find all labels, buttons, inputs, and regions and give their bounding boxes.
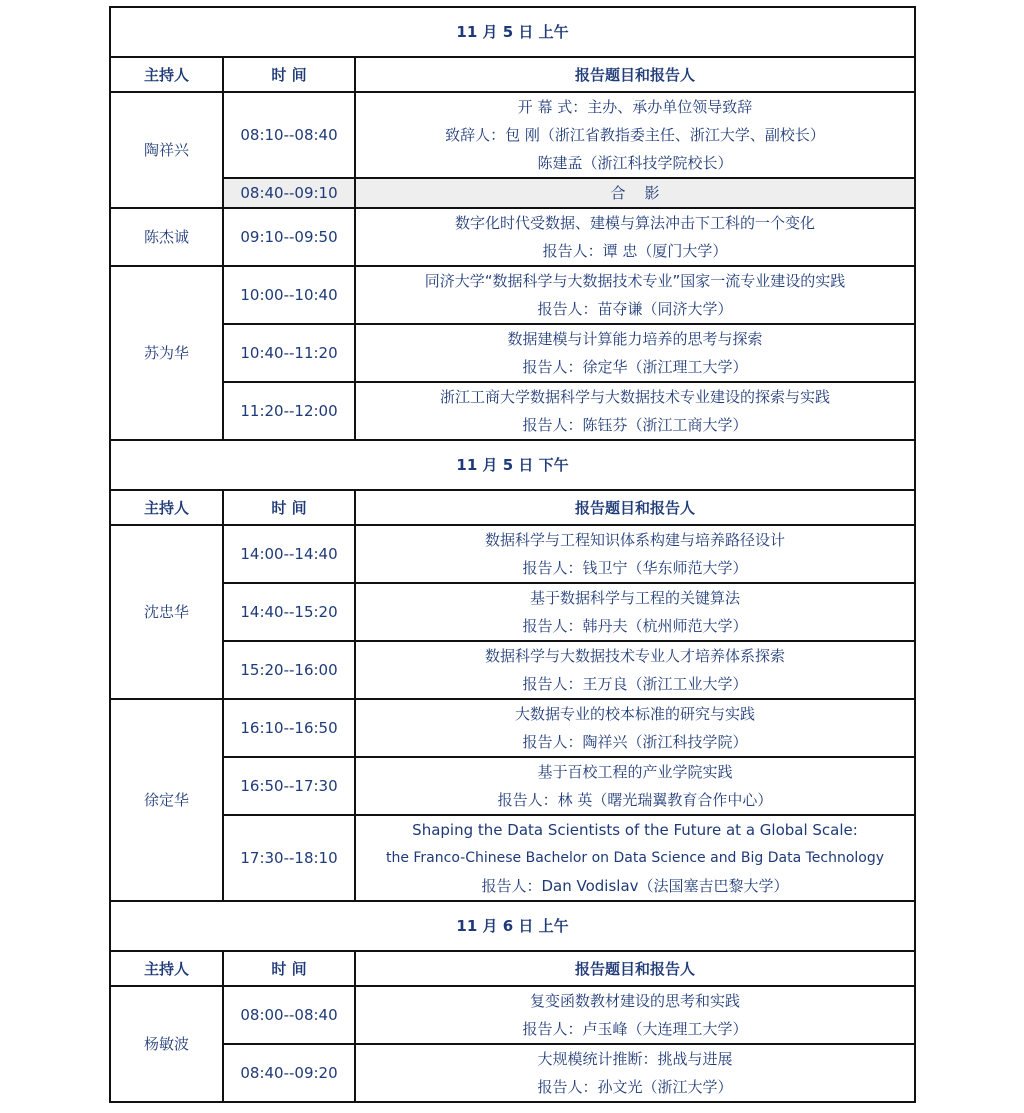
table-row (110, 266, 915, 324)
header-row (110, 57, 915, 92)
speaker-line: 致辞人：包 刚（浙江省教指委主任、浙江大学、副校长） (445, 126, 825, 144)
topic-header: 报告题目和报告人 (355, 490, 915, 525)
speaker-line: 报告人：徐定华（浙江理工大学） (522, 358, 748, 376)
topic-cell (355, 583, 915, 641)
time-cell: 14:00--14:40 (223, 525, 355, 583)
section-title: 11 月 6 日 上午 (110, 901, 915, 951)
topic-header: 报告题目和报告人 (355, 951, 915, 986)
topic-line: 数据科学与工程知识体系构建与培养路径设计 (485, 531, 786, 549)
schedule-table (109, 6, 916, 1103)
topic-cell (355, 324, 915, 382)
topic-line: 合 影 (610, 184, 660, 202)
topic-line: 基于数据科学与工程的关键算法 (530, 589, 741, 607)
speaker-line: 报告人：卢玉峰（大连理工大学） (522, 1020, 748, 1038)
speaker-line: 报告人：苗夺谦（同济大学） (537, 300, 733, 318)
topic-line: 数字化时代受数据、建模与算法冲击下工科的一个变化 (455, 214, 816, 232)
table-row (110, 815, 915, 901)
speaker-line: 报告人：Dan Vodislav（法国塞吉巴黎大学） (481, 877, 789, 895)
time-cell: 11:20--12:00 (223, 382, 355, 440)
speaker-line: 报告人：钱卫宁（华东师范大学） (522, 559, 748, 577)
speaker-line: 报告人：陶祥兴（浙江科技学院） (522, 733, 748, 751)
topic-header: 报告题目和报告人 (355, 57, 915, 92)
time-header: 时 间 (223, 951, 355, 986)
table-row (110, 699, 915, 757)
topic-cell (355, 525, 915, 583)
time-cell: 17:30--18:10 (223, 815, 355, 901)
time-cell: 16:10--16:50 (223, 699, 355, 757)
table-row (110, 641, 915, 699)
time-cell: 08:10--08:40 (223, 92, 355, 178)
topic-line: 复变函数教材建设的思考和实践 (530, 992, 741, 1010)
table-row (110, 178, 915, 208)
time-cell: 16:50--17:30 (223, 757, 355, 815)
host-header: 主持人 (110, 490, 223, 525)
topic-cell (355, 699, 915, 757)
topic-cell (355, 757, 915, 815)
section-title: 11 月 5 日 上午 (110, 7, 915, 57)
speaker-line: 报告人：谭 忠（厦门大学） (542, 242, 728, 260)
topic-line: 大数据专业的校本标准的研究与实践 (515, 705, 756, 723)
header-row (110, 490, 915, 525)
topic-cell (355, 815, 915, 901)
topic-cell (355, 266, 915, 324)
topic-line: Shaping the Data Scientists of the Future at a Global Scale: (412, 821, 858, 839)
table-row (110, 986, 915, 1044)
header-row (110, 951, 915, 986)
topic-cell (355, 178, 915, 208)
table-row (110, 583, 915, 641)
time-header: 时 间 (223, 490, 355, 525)
topic-cell (355, 382, 915, 440)
topic-line: 浙江工商大学数据科学与大数据技术专业建设的探索与实践 (440, 388, 831, 406)
time-cell: 10:40--11:20 (223, 324, 355, 382)
topic-line: 同济大学“数据科学与大数据技术专业”国家一流专业建设的实践 (424, 272, 846, 290)
table-row (110, 324, 915, 382)
section-title-row (110, 901, 915, 951)
topic-line: 数据科学与大数据技术专业人才培养体系探索 (485, 647, 786, 665)
topic-line: 开 幕 式：主办、承办单位领导致辞 (517, 98, 753, 116)
host-header: 主持人 (110, 57, 223, 92)
topic-cell (355, 641, 915, 699)
speaker-line: 陈建孟（浙江科技学院校长） (537, 154, 733, 172)
section-title-row (110, 440, 915, 490)
time-cell: 15:20--16:00 (223, 641, 355, 699)
time-cell: 08:00--08:40 (223, 986, 355, 1044)
topic-line: 大规模统计推断：挑战与进展 (537, 1050, 733, 1068)
speaker-line: 报告人：林 英（曙光瑞翼教育合作中心） (497, 791, 773, 809)
topic-line: 数据建模与计算能力培养的思考与探索 (507, 330, 763, 348)
speaker-line: 报告人：陈钰芬（浙江工商大学） (522, 416, 748, 434)
table-row (110, 382, 915, 440)
host-cell: 陈杰诚 (110, 208, 223, 266)
speaker-line: 报告人：孙文光（浙江大学） (537, 1078, 733, 1096)
host-cell: 陶祥兴 (110, 92, 223, 208)
table-row (110, 92, 915, 178)
table-row (110, 757, 915, 815)
time-cell: 14:40--15:20 (223, 583, 355, 641)
host-header: 主持人 (110, 951, 223, 986)
table-row (110, 208, 915, 266)
topic-cell (355, 1044, 915, 1102)
time-cell: 08:40--09:10 (223, 178, 355, 208)
section-title: 11 月 5 日 下午 (110, 440, 915, 490)
time-header: 时 间 (223, 57, 355, 92)
time-cell: 09:10--09:50 (223, 208, 355, 266)
table-row (110, 1044, 915, 1102)
section-title-row (110, 7, 915, 57)
speaker-line: 报告人：韩丹夫（杭州师范大学） (522, 617, 748, 635)
topic-cell (355, 208, 915, 266)
speaker-line: 报告人：王万良（浙江工业大学） (522, 675, 748, 693)
host-cell: 杨敏波 (110, 986, 223, 1102)
host-cell: 徐定华 (110, 699, 223, 901)
host-cell: 苏为华 (110, 266, 223, 440)
topic-line: the Franco-Chinese Bachelor on Data Science and Big Data Technology (385, 850, 885, 866)
time-cell: 08:40--09:20 (223, 1044, 355, 1102)
topic-line: 基于百校工程的产业学院实践 (537, 763, 733, 781)
topic-cell (355, 986, 915, 1044)
time-cell: 10:00--10:40 (223, 266, 355, 324)
topic-cell (355, 92, 915, 178)
table-row (110, 525, 915, 583)
host-cell: 沈忠华 (110, 525, 223, 699)
